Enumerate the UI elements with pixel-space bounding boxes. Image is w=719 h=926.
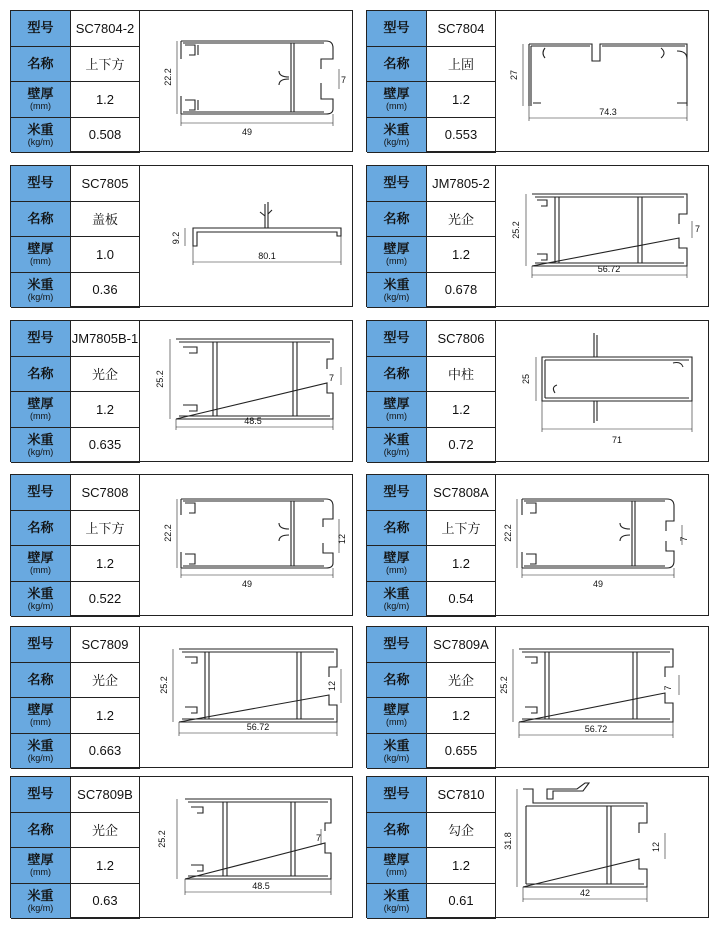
model-label: 型号 (11, 777, 71, 813)
thickness-row (367, 848, 496, 884)
weight-row (367, 734, 496, 770)
profile-card (366, 10, 709, 152)
height-dimension: 27 (509, 69, 519, 81)
thickness-row (11, 392, 140, 428)
model-label: 型号 (11, 321, 71, 357)
width-dimension: 56.72 (584, 724, 608, 734)
name-row (367, 663, 496, 699)
weight-row (11, 273, 140, 309)
name-value: 中柱 (427, 357, 496, 393)
thickness-row (11, 698, 140, 734)
thickness-row (367, 392, 496, 428)
weight-value: 0.54 (427, 582, 496, 618)
weight-row (367, 582, 496, 618)
weight-label: 米重 (kg/m) (11, 428, 71, 464)
profile-drawing (141, 475, 352, 615)
profile-drawing (141, 11, 352, 151)
weight-label: 米重 (kg/m) (11, 884, 71, 920)
weight-label: 米重 (kg/m) (367, 428, 427, 464)
model-value: JM7805B-1 (71, 321, 140, 357)
weight-value: 0.72 (427, 428, 496, 464)
slot-dimension: 7 (329, 373, 335, 383)
thickness-label: 壁厚 (mm) (11, 698, 71, 734)
model-row (367, 166, 496, 202)
name-value: 上下方 (71, 511, 140, 547)
width-dimension: 80.1 (258, 251, 276, 261)
profile-drawing (497, 321, 708, 461)
weight-value: 0.61 (427, 884, 496, 920)
thickness-label: 壁厚 (mm) (11, 546, 71, 582)
name-label: 名称 (367, 47, 427, 83)
weight-row (11, 734, 140, 770)
thickness-value: 1.2 (71, 82, 140, 118)
name-label: 名称 (11, 357, 71, 393)
model-row (367, 321, 496, 357)
height-dimension: 25 (521, 373, 531, 385)
thickness-value: 1.2 (71, 848, 140, 884)
profile-card (10, 626, 353, 768)
name-value: 光企 (427, 663, 496, 699)
name-value: 上固 (427, 47, 496, 83)
width-dimension: 56.72 (246, 722, 270, 732)
height-dimension: 22.2 (163, 524, 173, 542)
profile-card (10, 320, 353, 462)
thickness-value: 1.2 (427, 848, 496, 884)
model-label: 型号 (367, 475, 427, 511)
width-dimension: 49 (241, 127, 253, 137)
name-label: 名称 (11, 813, 71, 849)
weight-value: 0.522 (71, 582, 140, 618)
name-label: 名称 (367, 813, 427, 849)
name-label: 名称 (11, 511, 71, 547)
profile-card (366, 320, 709, 462)
model-value: SC7809A (427, 627, 496, 663)
slot-dimension: 7 (695, 224, 701, 234)
slot-dimension: 12 (327, 680, 337, 692)
weight-label: 米重 (kg/m) (367, 734, 427, 770)
name-value: 光企 (71, 357, 140, 393)
thickness-row (11, 82, 140, 118)
name-value: 上下方 (71, 47, 140, 83)
thickness-value: 1.2 (427, 698, 496, 734)
weight-row (11, 118, 140, 154)
thickness-value: 1.2 (71, 698, 140, 734)
name-row (367, 47, 496, 83)
profile-drawing (497, 777, 708, 917)
weight-row (367, 118, 496, 154)
name-value: 上下方 (427, 511, 496, 547)
name-label: 名称 (367, 357, 427, 393)
model-value: SC7809 (71, 627, 140, 663)
name-value: 光企 (71, 813, 140, 849)
model-row (11, 475, 140, 511)
name-value: 盖板 (71, 202, 140, 238)
name-value: 勾企 (427, 813, 496, 849)
name-label: 名称 (11, 47, 71, 83)
profile-drawing (497, 627, 708, 767)
name-row (11, 511, 140, 547)
name-label: 名称 (11, 202, 71, 238)
width-dimension: 74.3 (599, 107, 617, 117)
thickness-label: 壁厚 (mm) (367, 848, 427, 884)
slot-dimension: 12 (337, 533, 347, 545)
weight-label: 米重 (kg/m) (11, 273, 71, 309)
model-value: SC7808A (427, 475, 496, 511)
thickness-row (367, 82, 496, 118)
model-value: SC7809B (71, 777, 140, 813)
weight-value: 0.36 (71, 273, 140, 309)
weight-label: 米重 (kg/m) (367, 118, 427, 154)
profile-card (10, 10, 353, 152)
thickness-row (11, 848, 140, 884)
width-dimension: 56.72 (597, 264, 621, 274)
name-row (367, 813, 496, 849)
model-row (11, 627, 140, 663)
model-label: 型号 (367, 11, 427, 47)
weight-label: 米重 (kg/m) (367, 273, 427, 309)
width-dimension: 42 (579, 888, 591, 898)
profile-card (10, 165, 353, 307)
thickness-row (11, 237, 140, 273)
model-row (367, 11, 496, 47)
model-row (367, 475, 496, 511)
width-dimension: 49 (241, 579, 253, 589)
profile-card (10, 776, 353, 918)
model-row (11, 166, 140, 202)
profile-card (366, 776, 709, 918)
name-value: 光企 (71, 663, 140, 699)
name-row (367, 202, 496, 238)
name-row (11, 663, 140, 699)
name-row (11, 202, 140, 238)
profile-card (366, 474, 709, 616)
height-dimension: 25.2 (499, 676, 509, 694)
model-value: JM7805-2 (427, 166, 496, 202)
profile-card (10, 474, 353, 616)
weight-value: 0.508 (71, 118, 140, 154)
thickness-value: 1.2 (427, 392, 496, 428)
thickness-value: 1.0 (71, 237, 140, 273)
model-row (367, 777, 496, 813)
weight-value: 0.635 (71, 428, 140, 464)
name-label: 名称 (11, 663, 71, 699)
model-row (367, 627, 496, 663)
profile-drawing (497, 11, 708, 151)
model-row (11, 321, 140, 357)
thickness-label: 壁厚 (mm) (367, 546, 427, 582)
model-label: 型号 (11, 11, 71, 47)
model-value: SC7806 (427, 321, 496, 357)
thickness-label: 壁厚 (mm) (367, 392, 427, 428)
height-dimension: 25.2 (511, 221, 521, 239)
thickness-label: 壁厚 (mm) (11, 82, 71, 118)
width-dimension: 71 (611, 435, 623, 445)
name-row (367, 357, 496, 393)
thickness-row (367, 546, 496, 582)
height-dimension: 25.2 (155, 370, 165, 388)
weight-value: 0.553 (427, 118, 496, 154)
slot-dimension: 7 (663, 685, 673, 691)
thickness-value: 1.2 (427, 546, 496, 582)
slot-dimension: 7 (341, 75, 347, 85)
weight-row (367, 273, 496, 309)
name-label: 名称 (367, 202, 427, 238)
profile-drawing (141, 627, 352, 767)
name-row (11, 47, 140, 83)
model-value: SC7808 (71, 475, 140, 511)
slot-dimension: 12 (651, 841, 661, 853)
model-row (11, 11, 140, 47)
height-dimension: 31.8 (503, 832, 513, 850)
thickness-value: 1.2 (427, 237, 496, 273)
model-label: 型号 (367, 321, 427, 357)
slot-dimension: 7 (679, 536, 689, 542)
slot-dimension: 7 (316, 833, 322, 843)
weight-value: 0.655 (427, 734, 496, 770)
weight-row (367, 884, 496, 920)
profile-drawing (141, 321, 352, 461)
name-row (367, 511, 496, 547)
height-dimension: 9.2 (171, 231, 181, 245)
name-value: 光企 (427, 202, 496, 238)
model-label: 型号 (11, 475, 71, 511)
weight-row (11, 884, 140, 920)
weight-value: 0.63 (71, 884, 140, 920)
height-dimension: 25.2 (157, 830, 167, 848)
thickness-label: 壁厚 (mm) (367, 82, 427, 118)
name-label: 名称 (367, 511, 427, 547)
thickness-value: 1.2 (71, 392, 140, 428)
height-dimension: 22.2 (503, 524, 513, 542)
thickness-row (367, 237, 496, 273)
thickness-row (11, 546, 140, 582)
thickness-label: 壁厚 (mm) (367, 237, 427, 273)
weight-label: 米重 (kg/m) (11, 734, 71, 770)
weight-row (367, 428, 496, 464)
weight-label: 米重 (kg/m) (11, 118, 71, 154)
thickness-row (367, 698, 496, 734)
name-row (11, 357, 140, 393)
weight-label: 米重 (kg/m) (11, 582, 71, 618)
weight-row (11, 428, 140, 464)
height-dimension: 22.2 (163, 68, 173, 86)
model-value: SC7804 (427, 11, 496, 47)
width-dimension: 48.5 (244, 416, 262, 426)
weight-value: 0.663 (71, 734, 140, 770)
model-label: 型号 (367, 777, 427, 813)
width-dimension: 49 (592, 579, 604, 589)
weight-value: 0.678 (427, 273, 496, 309)
thickness-label: 壁厚 (mm) (11, 848, 71, 884)
name-label: 名称 (367, 663, 427, 699)
thickness-value: 1.2 (71, 546, 140, 582)
name-row (11, 813, 140, 849)
thickness-label: 壁厚 (mm) (367, 698, 427, 734)
profile-card (366, 165, 709, 307)
model-label: 型号 (11, 166, 71, 202)
weight-row (11, 582, 140, 618)
weight-label: 米重 (kg/m) (367, 582, 427, 618)
profile-drawing (497, 166, 708, 306)
model-value: SC7804-2 (71, 11, 140, 47)
model-label: 型号 (367, 627, 427, 663)
model-value: SC7805 (71, 166, 140, 202)
model-value: SC7810 (427, 777, 496, 813)
profile-drawing (141, 166, 352, 306)
model-row (11, 777, 140, 813)
thickness-label: 壁厚 (mm) (11, 237, 71, 273)
profile-card (366, 626, 709, 768)
profile-drawing (497, 475, 708, 615)
model-label: 型号 (367, 166, 427, 202)
profile-drawing (141, 777, 352, 917)
model-label: 型号 (11, 627, 71, 663)
thickness-value: 1.2 (427, 82, 496, 118)
height-dimension: 25.2 (159, 676, 169, 694)
thickness-label: 壁厚 (mm) (11, 392, 71, 428)
weight-label: 米重 (kg/m) (367, 884, 427, 920)
width-dimension: 48.5 (252, 881, 270, 891)
